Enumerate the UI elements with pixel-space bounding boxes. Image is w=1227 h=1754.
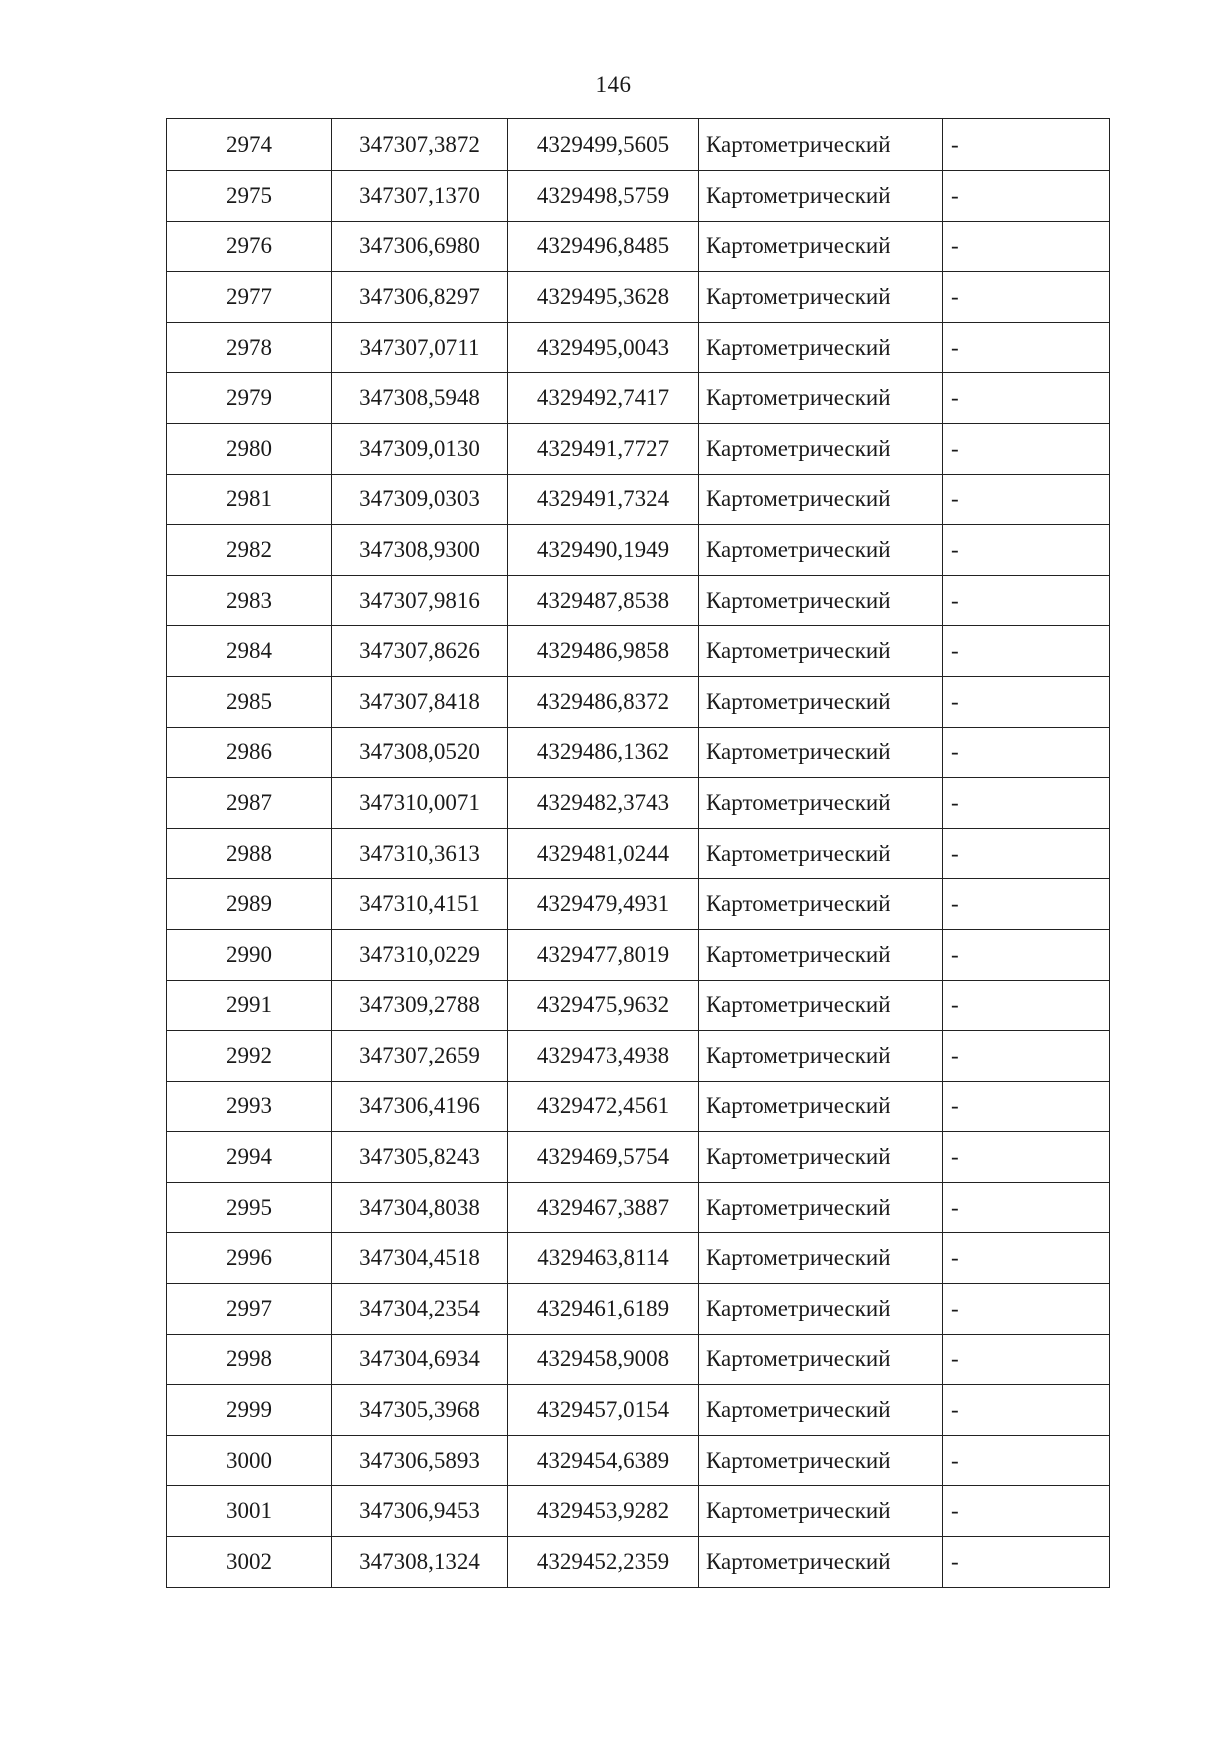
- table-row: [167, 474, 1110, 525]
- y-coordinate-cell: 4329461,6189: [508, 1284, 699, 1335]
- error-cell: -: [943, 525, 1110, 576]
- x-coordinate-cell: 347304,6934: [332, 1334, 508, 1385]
- point-number-cell: 2977: [167, 272, 332, 323]
- method-cell: Картометрический: [699, 1435, 943, 1486]
- method-cell: Картометрический: [699, 525, 943, 576]
- method-cell: Картометрический: [699, 1284, 943, 1335]
- method-cell: Картометрический: [699, 1537, 943, 1588]
- method-cell: Картометрический: [699, 1031, 943, 1082]
- method-cell: Картометрический: [699, 474, 943, 525]
- error-cell: -: [943, 1031, 1110, 1082]
- method-cell: Картометрический: [699, 423, 943, 474]
- y-coordinate-cell: 4329469,5754: [508, 1132, 699, 1183]
- table-row: [167, 828, 1110, 879]
- point-number-cell: 2989: [167, 879, 332, 930]
- x-coordinate-cell: 347306,6980: [332, 221, 508, 272]
- table-row: [167, 1537, 1110, 1588]
- point-number-cell: 2993: [167, 1081, 332, 1132]
- point-number-cell: 2982: [167, 525, 332, 576]
- point-number-cell: 2981: [167, 474, 332, 525]
- table-row: [167, 1334, 1110, 1385]
- x-coordinate-cell: 347310,3613: [332, 828, 508, 879]
- method-cell: Картометрический: [699, 1182, 943, 1233]
- table-row: [167, 272, 1110, 323]
- point-number-cell: 2997: [167, 1284, 332, 1335]
- point-number-cell: 2996: [167, 1233, 332, 1284]
- y-coordinate-cell: 4329473,4938: [508, 1031, 699, 1082]
- method-cell: Картометрический: [699, 1132, 943, 1183]
- method-cell: Картометрический: [699, 828, 943, 879]
- y-coordinate-cell: 4329496,8485: [508, 221, 699, 272]
- table-row: [167, 1486, 1110, 1537]
- table-row: [167, 119, 1110, 171]
- method-cell: Картометрический: [699, 676, 943, 727]
- point-number-cell: 3000: [167, 1435, 332, 1486]
- point-number-cell: 2988: [167, 828, 332, 879]
- x-coordinate-cell: 347310,4151: [332, 879, 508, 930]
- y-coordinate-cell: 4329492,7417: [508, 373, 699, 424]
- table-row: [167, 1182, 1110, 1233]
- point-number-cell: 2978: [167, 322, 332, 373]
- x-coordinate-cell: 347307,1370: [332, 171, 508, 222]
- y-coordinate-cell: 4329498,5759: [508, 171, 699, 222]
- table-row: [167, 1031, 1110, 1082]
- y-coordinate-cell: 4329495,0043: [508, 322, 699, 373]
- error-cell: -: [943, 980, 1110, 1031]
- point-number-cell: 2984: [167, 626, 332, 677]
- error-cell: -: [943, 1182, 1110, 1233]
- x-coordinate-cell: 347306,9453: [332, 1486, 508, 1537]
- y-coordinate-cell: 4329495,3628: [508, 272, 699, 323]
- y-coordinate-cell: 4329454,6389: [508, 1435, 699, 1486]
- point-number-cell: 2998: [167, 1334, 332, 1385]
- method-cell: Картометрический: [699, 626, 943, 677]
- error-cell: -: [943, 221, 1110, 272]
- table-row: [167, 879, 1110, 930]
- method-cell: Картометрический: [699, 980, 943, 1031]
- x-coordinate-cell: 347306,8297: [332, 272, 508, 323]
- x-coordinate-cell: 347307,8418: [332, 676, 508, 727]
- point-number-cell: 2999: [167, 1385, 332, 1436]
- point-number-cell: 2976: [167, 221, 332, 272]
- y-coordinate-cell: 4329452,2359: [508, 1537, 699, 1588]
- y-coordinate-cell: 4329481,0244: [508, 828, 699, 879]
- method-cell: Картометрический: [699, 1334, 943, 1385]
- method-cell: Картометрический: [699, 1081, 943, 1132]
- x-coordinate-cell: 347307,8626: [332, 626, 508, 677]
- x-coordinate-cell: 347307,2659: [332, 1031, 508, 1082]
- error-cell: -: [943, 1537, 1110, 1588]
- table-row: [167, 1132, 1110, 1183]
- coordinates-table: [166, 118, 1110, 1588]
- method-cell: Картометрический: [699, 1385, 943, 1436]
- error-cell: -: [943, 778, 1110, 829]
- x-coordinate-cell: 347304,8038: [332, 1182, 508, 1233]
- y-coordinate-cell: 4329486,9858: [508, 626, 699, 677]
- x-coordinate-cell: 347307,0711: [332, 322, 508, 373]
- x-coordinate-cell: 347304,2354: [332, 1284, 508, 1335]
- x-coordinate-cell: 347310,0071: [332, 778, 508, 829]
- table-row: [167, 322, 1110, 373]
- y-coordinate-cell: 4329491,7727: [508, 423, 699, 474]
- table-body: [167, 119, 1110, 1588]
- y-coordinate-cell: 4329458,9008: [508, 1334, 699, 1385]
- table-row: [167, 727, 1110, 778]
- error-cell: -: [943, 828, 1110, 879]
- y-coordinate-cell: 4329457,0154: [508, 1385, 699, 1436]
- point-number-cell: 3001: [167, 1486, 332, 1537]
- error-cell: -: [943, 171, 1110, 222]
- y-coordinate-cell: 4329490,1949: [508, 525, 699, 576]
- y-coordinate-cell: 4329491,7324: [508, 474, 699, 525]
- method-cell: Картометрический: [699, 1486, 943, 1537]
- table-row: [167, 1284, 1110, 1335]
- table-row: [167, 1435, 1110, 1486]
- error-cell: -: [943, 474, 1110, 525]
- point-number-cell: 2991: [167, 980, 332, 1031]
- method-cell: Картометрический: [699, 879, 943, 930]
- table-row: [167, 221, 1110, 272]
- point-number-cell: 2980: [167, 423, 332, 474]
- point-number-cell: 2987: [167, 778, 332, 829]
- x-coordinate-cell: 347309,2788: [332, 980, 508, 1031]
- point-number-cell: 2983: [167, 575, 332, 626]
- x-coordinate-cell: 347308,9300: [332, 525, 508, 576]
- x-coordinate-cell: 347305,3968: [332, 1385, 508, 1436]
- table-row: [167, 778, 1110, 829]
- error-cell: -: [943, 1334, 1110, 1385]
- y-coordinate-cell: 4329472,4561: [508, 1081, 699, 1132]
- y-coordinate-cell: 4329477,8019: [508, 929, 699, 980]
- table-row: [167, 171, 1110, 222]
- error-cell: -: [943, 1435, 1110, 1486]
- point-number-cell: 2974: [167, 119, 332, 171]
- error-cell: -: [943, 727, 1110, 778]
- x-coordinate-cell: 347306,4196: [332, 1081, 508, 1132]
- error-cell: -: [943, 676, 1110, 727]
- method-cell: Картометрический: [699, 1233, 943, 1284]
- method-cell: Картометрический: [699, 778, 943, 829]
- y-coordinate-cell: 4329499,5605: [508, 119, 699, 171]
- table-row: [167, 575, 1110, 626]
- error-cell: -: [943, 322, 1110, 373]
- x-coordinate-cell: 347309,0130: [332, 423, 508, 474]
- error-cell: -: [943, 272, 1110, 323]
- error-cell: -: [943, 626, 1110, 677]
- x-coordinate-cell: 347304,4518: [332, 1233, 508, 1284]
- method-cell: Картометрический: [699, 929, 943, 980]
- method-cell: Картометрический: [699, 373, 943, 424]
- method-cell: Картометрический: [699, 272, 943, 323]
- error-cell: -: [943, 423, 1110, 474]
- method-cell: Картометрический: [699, 727, 943, 778]
- x-coordinate-cell: 347306,5893: [332, 1435, 508, 1486]
- y-coordinate-cell: 4329486,1362: [508, 727, 699, 778]
- error-cell: -: [943, 119, 1110, 171]
- error-cell: -: [943, 929, 1110, 980]
- x-coordinate-cell: 347307,9816: [332, 575, 508, 626]
- y-coordinate-cell: 4329486,8372: [508, 676, 699, 727]
- point-number-cell: 2994: [167, 1132, 332, 1183]
- error-cell: -: [943, 1132, 1110, 1183]
- table-row: [167, 980, 1110, 1031]
- y-coordinate-cell: 4329475,9632: [508, 980, 699, 1031]
- table-row: [167, 929, 1110, 980]
- error-cell: -: [943, 373, 1110, 424]
- table-row: [167, 626, 1110, 677]
- method-cell: Картометрический: [699, 221, 943, 272]
- point-number-cell: 2995: [167, 1182, 332, 1233]
- error-cell: -: [943, 575, 1110, 626]
- page-number: 146: [595, 72, 632, 97]
- method-cell: Картометрический: [699, 119, 943, 171]
- point-number-cell: 2975: [167, 171, 332, 222]
- y-coordinate-cell: 4329482,3743: [508, 778, 699, 829]
- x-coordinate-cell: 347310,0229: [332, 929, 508, 980]
- y-coordinate-cell: 4329479,4931: [508, 879, 699, 930]
- method-cell: Картометрический: [699, 575, 943, 626]
- point-number-cell: 2986: [167, 727, 332, 778]
- y-coordinate-cell: 4329487,8538: [508, 575, 699, 626]
- table-row: [167, 373, 1110, 424]
- x-coordinate-cell: 347305,8243: [332, 1132, 508, 1183]
- x-coordinate-cell: 347308,5948: [332, 373, 508, 424]
- method-cell: Картометрический: [699, 322, 943, 373]
- table-row: [167, 1233, 1110, 1284]
- error-cell: -: [943, 1486, 1110, 1537]
- error-cell: -: [943, 1284, 1110, 1335]
- table-row: [167, 1385, 1110, 1436]
- table-row: [167, 525, 1110, 576]
- x-coordinate-cell: 347309,0303: [332, 474, 508, 525]
- x-coordinate-cell: 347307,3872: [332, 119, 508, 171]
- table-row: [167, 676, 1110, 727]
- error-cell: -: [943, 879, 1110, 930]
- table-row: [167, 1081, 1110, 1132]
- y-coordinate-cell: 4329463,8114: [508, 1233, 699, 1284]
- error-cell: -: [943, 1081, 1110, 1132]
- x-coordinate-cell: 347308,1324: [332, 1537, 508, 1588]
- point-number-cell: 3002: [167, 1537, 332, 1588]
- error-cell: -: [943, 1233, 1110, 1284]
- point-number-cell: 2985: [167, 676, 332, 727]
- table-row: [167, 423, 1110, 474]
- point-number-cell: 2992: [167, 1031, 332, 1082]
- x-coordinate-cell: 347308,0520: [332, 727, 508, 778]
- method-cell: Картометрический: [699, 171, 943, 222]
- y-coordinate-cell: 4329467,3887: [508, 1182, 699, 1233]
- error-cell: -: [943, 1385, 1110, 1436]
- point-number-cell: 2979: [167, 373, 332, 424]
- point-number-cell: 2990: [167, 929, 332, 980]
- y-coordinate-cell: 4329453,9282: [508, 1486, 699, 1537]
